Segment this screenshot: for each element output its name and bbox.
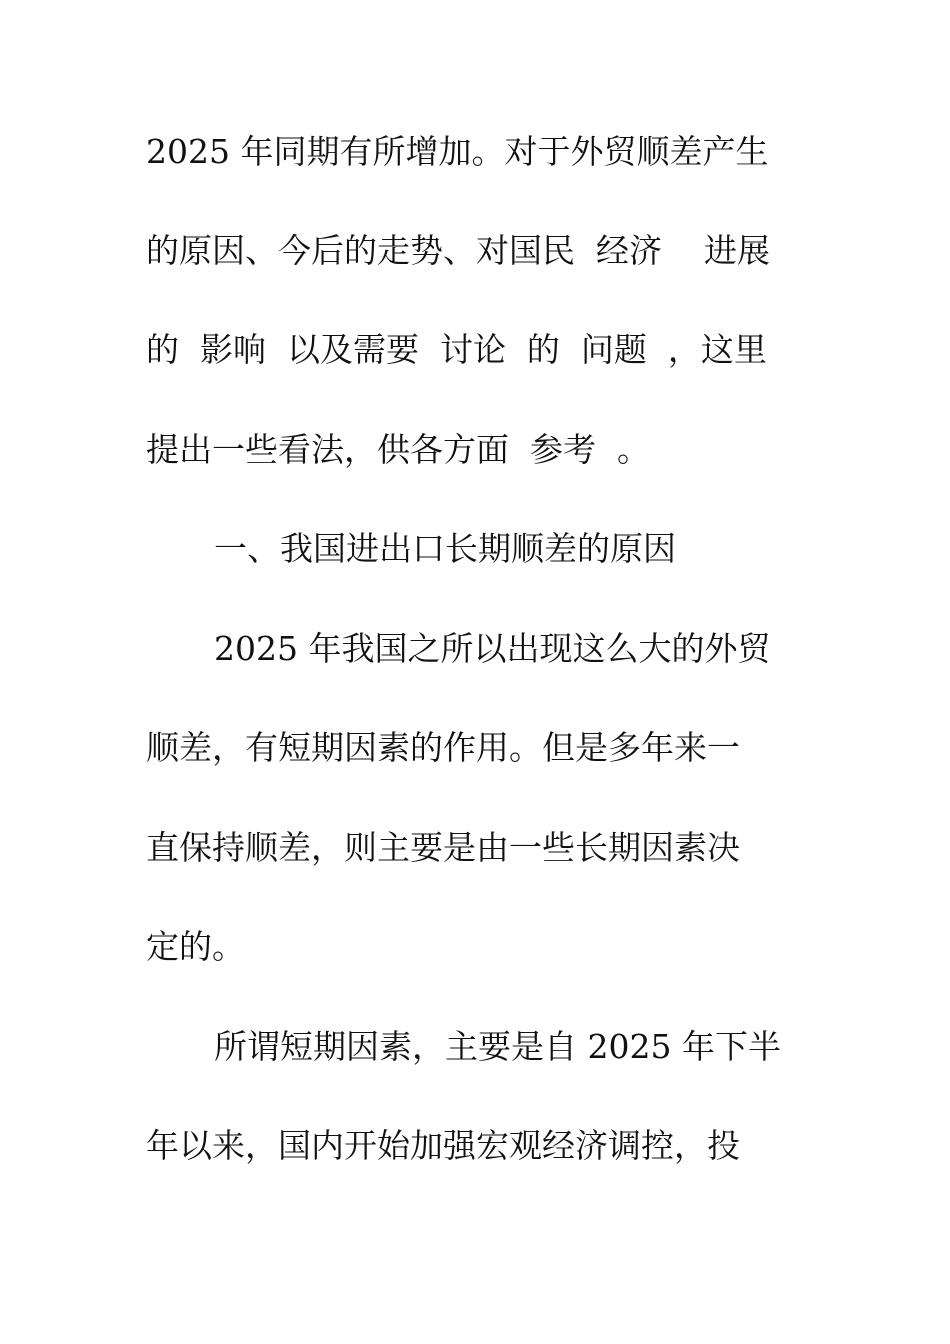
paragraph-line: 年以来，国内开始加强宏观经济调控，投: [146, 1126, 740, 1165]
section-heading: 一、我国进出口长期顺差的原因: [214, 529, 676, 568]
paragraph-line: 的 影响 以及需要 讨论 的 问题 ，这里: [146, 330, 767, 369]
paragraph-line: 定的。: [146, 927, 245, 966]
paragraph-line: 2025 年同期有所增加。对于外贸顺差产生: [146, 132, 769, 171]
paragraph-line: 的原因、今后的走势、对国民 经济 进展: [146, 231, 770, 270]
paragraph-line: 2025 年我国之所以出现这么大的外贸: [214, 629, 771, 668]
paragraph-line: 提出一些看法，供各方面 参考 。: [146, 430, 650, 469]
paragraph-line: 所谓短期因素，主要是自 2025 年下半: [214, 1027, 781, 1066]
paragraph-line: 直保持顺差，则主要是由一些长期因素决: [146, 828, 740, 867]
paragraph-line: 顺差，有短期因素的作用。但是多年来一: [146, 728, 740, 767]
